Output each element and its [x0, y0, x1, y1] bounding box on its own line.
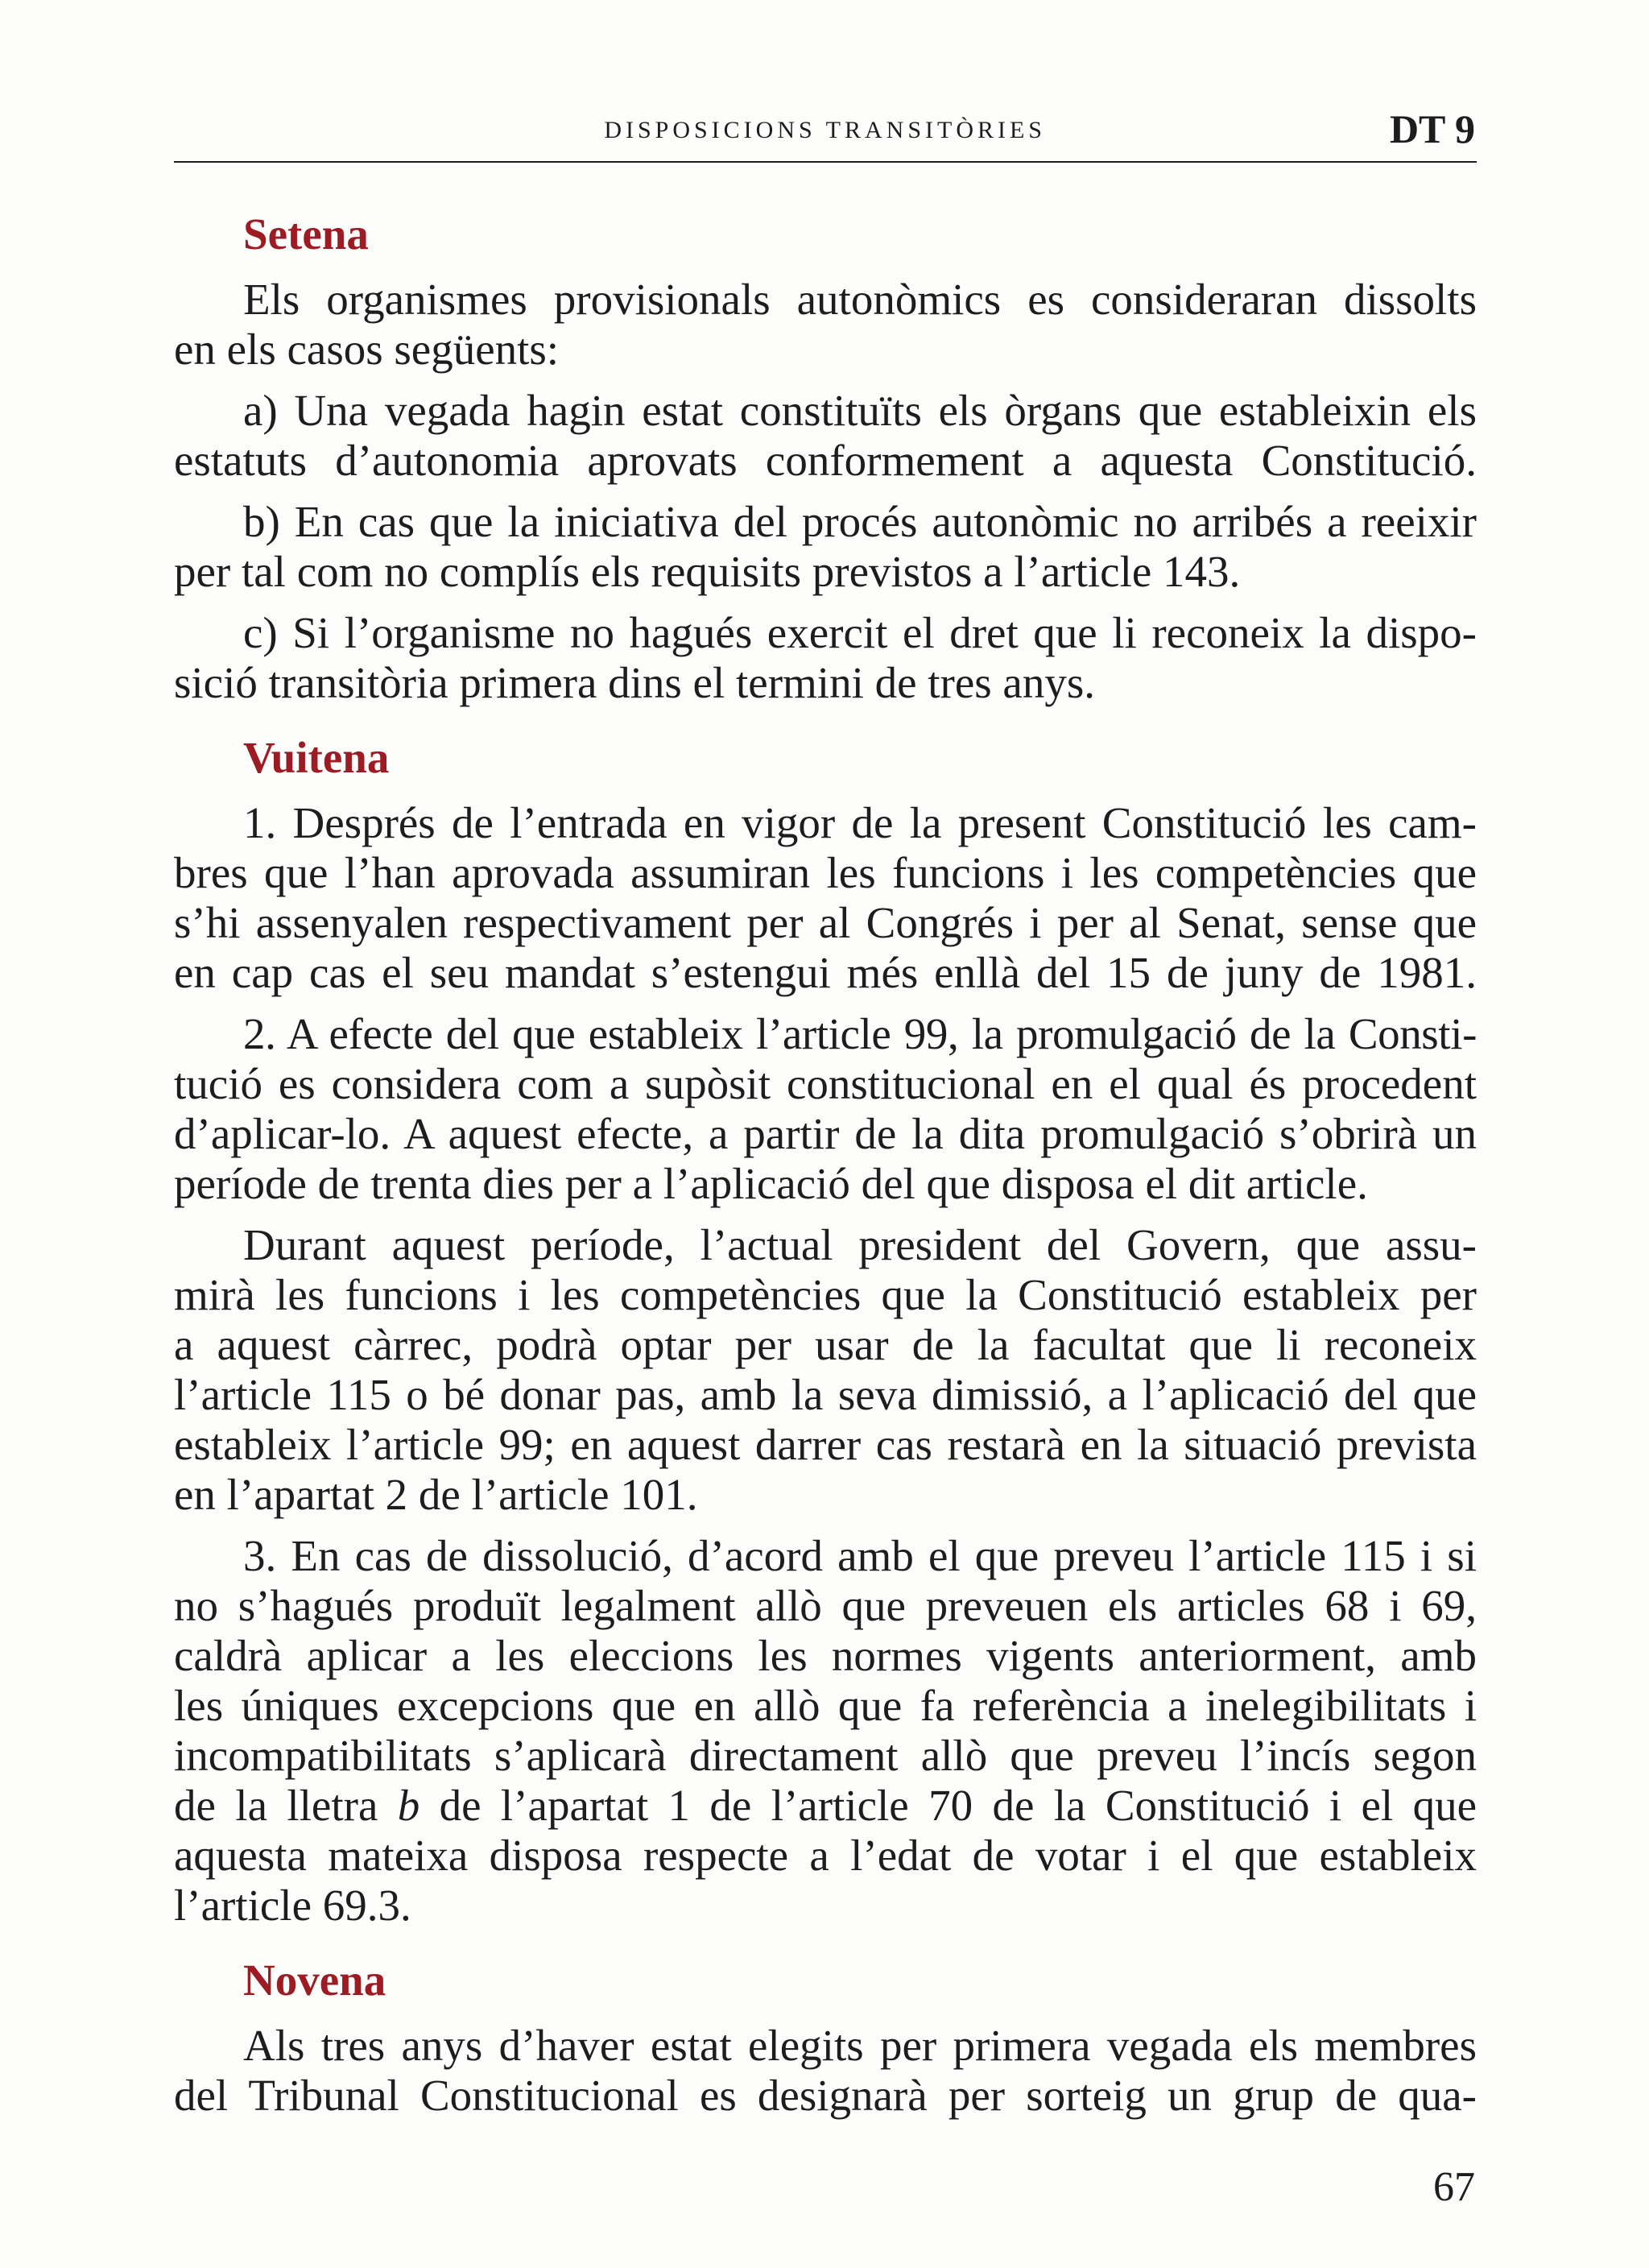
- paragraph: [174, 497, 1477, 597]
- section-heading: Novena: [243, 1956, 386, 2005]
- text-line: en l’apartat 2 de l’article 101.: [174, 1470, 698, 1519]
- text-line: Els organismes provisionals autonòmics es consideraran dissolts: [243, 275, 1477, 324]
- paragraph: [174, 1220, 1477, 1520]
- text-line: bres que l’han aprovada assumiran les funcions i les competències que: [174, 848, 1477, 897]
- text-line: a aquest càrrec, podrà optar per usar de la facultat que li reconeix: [174, 1320, 1477, 1369]
- text-line: 1. Després de l’entrada en vigor de la present Constitució les cam-: [243, 798, 1477, 847]
- text-line: sició transitòria primera dins el termini de tres anys.: [174, 658, 1095, 707]
- paragraph: [174, 608, 1477, 708]
- text-line: aquesta mateixa disposa respecte a l’edat de votar i el que estableix: [174, 1831, 1477, 1880]
- text-line: incompatibilitats s’aplicarà directament allò que preveu l’incís segon: [174, 1731, 1477, 1780]
- section-label: DT 9: [1389, 106, 1475, 151]
- text-segment: de l’apartat 1 de l’article 70 de la Constitució i el que: [419, 1781, 1477, 1830]
- text-line: període de trenta dies per a l’aplicació del que disposa el dit article.: [174, 1159, 1368, 1208]
- text-line: en els casos següents:: [174, 325, 560, 374]
- text-line: del Tribunal Constitucional es designarà per sorteig un grup de qua-: [174, 2071, 1477, 2120]
- text-line: a) Una vegada hagin estat constituïts els òrgans que estableixin els: [243, 386, 1477, 435]
- text-line: estableix l’article 99; en aquest darrer cas restarà en la situació prevista: [174, 1420, 1477, 1469]
- text-line: [174, 1781, 1477, 1831]
- paragraph: [174, 275, 1477, 375]
- text-line: l’article 69.3.: [174, 1881, 411, 1930]
- text-line: no s’hagués produït legalment allò que preveuen els articles 68 i 69,: [174, 1581, 1477, 1630]
- text-line: 2. A efecte del que estableix l’article 99, la promulgació de la Consti-: [243, 1009, 1477, 1058]
- text-line: estatuts d’autonomia aprovats conformement a aquesta Constitució.: [174, 436, 1477, 485]
- section-vuitena: [174, 733, 1477, 1931]
- text-line: en cap cas el seu mandat s’estengui més enllà del 15 de juny de 1981.: [174, 948, 1477, 997]
- text-line: Durant aquest període, l’actual president del Govern, que assu-: [243, 1220, 1477, 1269]
- paragraph: [174, 2021, 1477, 2121]
- text-segment: de la lletra: [174, 1781, 398, 1830]
- page-number: 67: [1433, 2164, 1475, 2210]
- text-line: l’article 115 o bé donar pas, amb la seva dimissió, a l’aplicació del que: [174, 1370, 1477, 1419]
- text-line: tució es considera com a supòsit constitucional en el qual és procedent: [174, 1059, 1477, 1108]
- text-line: mirà les funcions i les competències que la Constitució estableix per: [174, 1270, 1477, 1319]
- section-novena: [174, 1956, 1477, 2121]
- italic-letter: b: [397, 1781, 420, 1830]
- page-body: [174, 209, 1477, 2121]
- text-line: c) Si l’organisme no hagués exercit el dret que li reconeix la dispo-: [243, 608, 1477, 657]
- section-heading: Vuitena: [243, 733, 390, 782]
- paragraph: [174, 1009, 1477, 1209]
- paragraph: [174, 386, 1477, 486]
- section-heading: Setena: [243, 209, 369, 259]
- text-line: b) En cas que la iniciativa del procés autonòmic no arribés a reeixir: [243, 497, 1477, 546]
- section-setena: [174, 209, 1477, 708]
- text-line: Als tres anys d’haver estat elegits per primera vegada els membres: [243, 2021, 1477, 2070]
- text-line: per tal com no complís els requisits previstos a l’article 143.: [174, 547, 1241, 596]
- header-rule: [174, 161, 1477, 163]
- text-line: s’hi assenyalen respectivament per al Congrés i per al Senat, sense que: [174, 898, 1477, 947]
- paragraph: [174, 798, 1477, 998]
- running-title: DISPOSICIONS TRANSITÒRIES: [604, 117, 1046, 143]
- text-line: caldrà aplicar a les eleccions les normes vigents anteriorment, amb: [174, 1631, 1477, 1680]
- paragraph: [174, 1531, 1477, 1931]
- text-line: 3. En cas de dissolució, d’acord amb el que preveu l’article 115 i si: [243, 1531, 1477, 1580]
- text-line: les úniques excepcions que en allò que fa referència a inelegibilitats i: [174, 1681, 1477, 1730]
- text-line: d’aplicar-lo. A aquest efecte, a partir de la dita promulgació s’obrirà un: [174, 1109, 1477, 1158]
